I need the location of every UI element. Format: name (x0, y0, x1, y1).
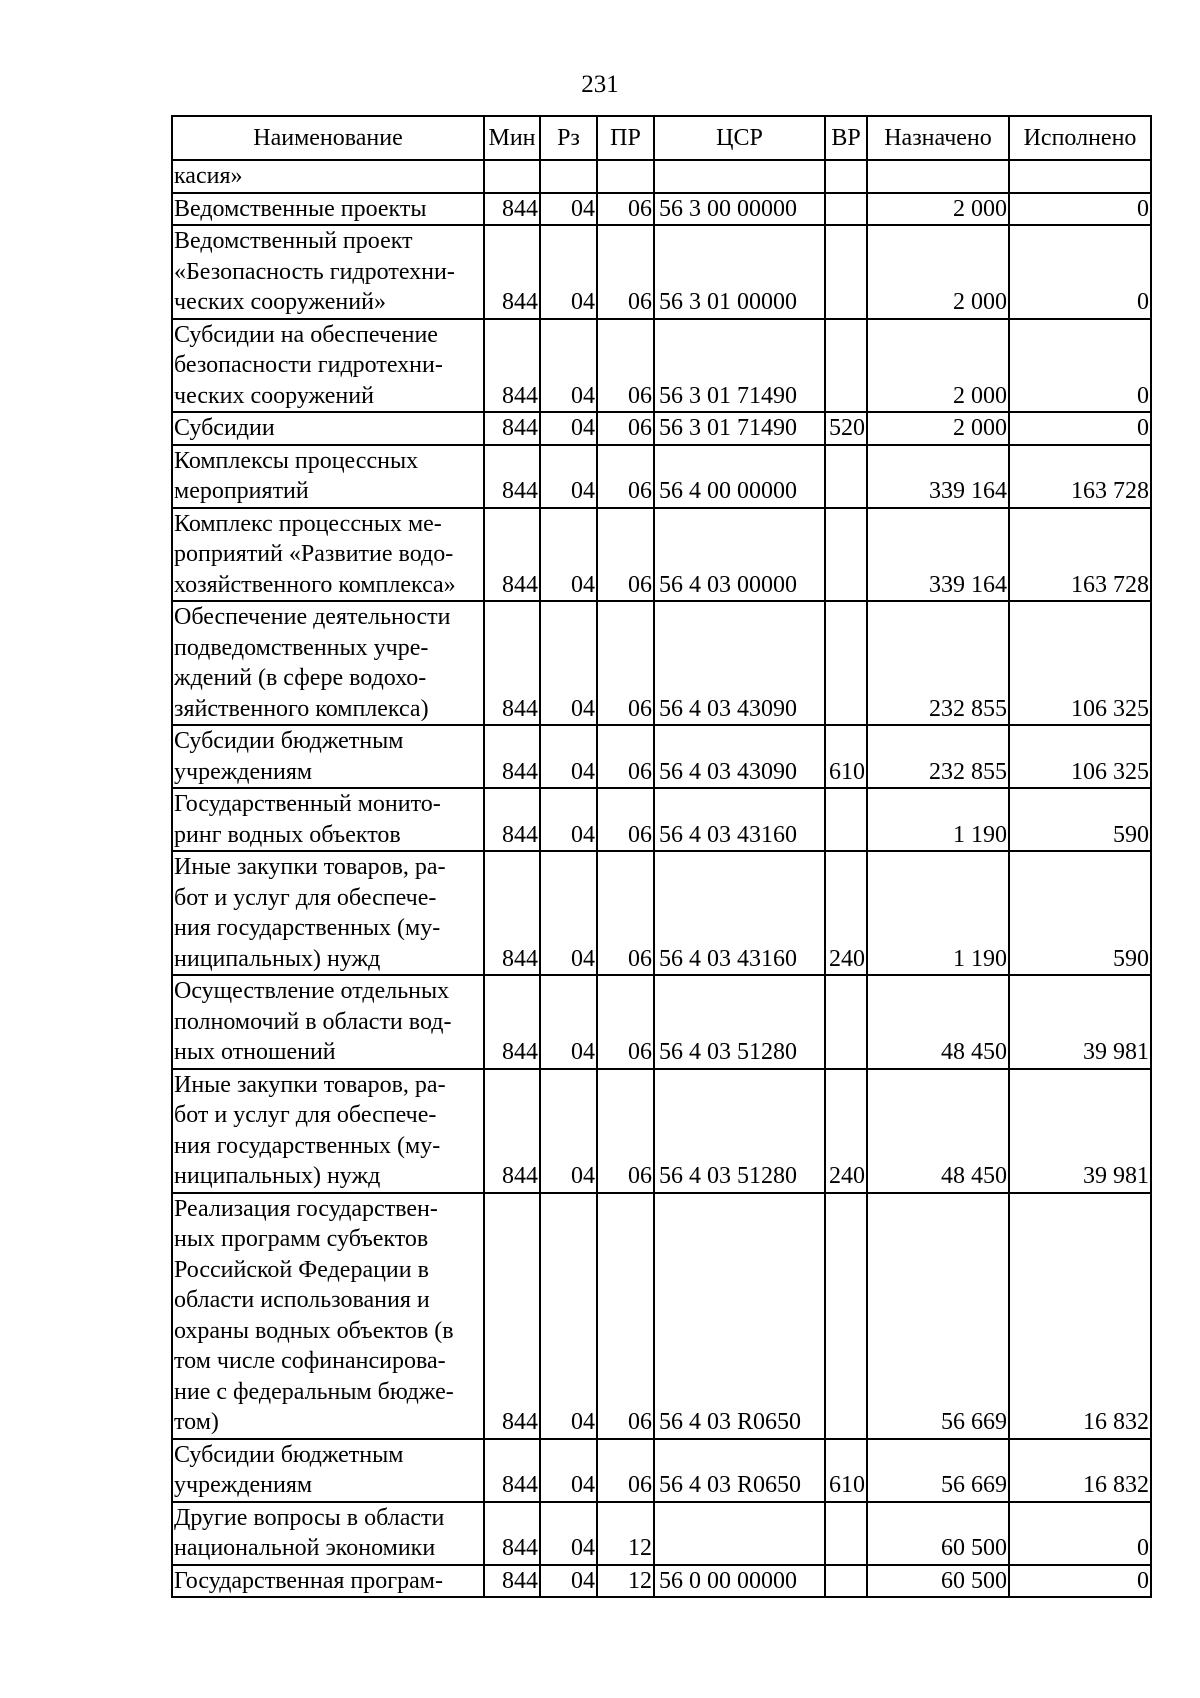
table-row (172, 788, 1151, 851)
table-row (172, 412, 1151, 445)
header-name: Наименование (172, 116, 484, 160)
cell-csr: 56 4 03 43090 (654, 601, 825, 725)
table-row (172, 160, 1151, 193)
cell-name-line: ния государственных (му- (174, 915, 441, 941)
cell-rz (540, 160, 597, 193)
table-row (172, 1565, 1151, 1598)
cell-pr: 06 (597, 725, 654, 788)
cell-name-line: Комплексы процессных (174, 447, 419, 474)
cell-vr: 520 (825, 412, 867, 445)
cell-rz: 04 (540, 725, 597, 788)
cell-name-line: ждений (в сфере водохо- (174, 665, 427, 691)
cell-assigned: 2 000 (867, 412, 1009, 445)
table-row (172, 445, 1151, 508)
cell-name (172, 788, 484, 851)
cell-name-line: Российской Федерации в (174, 1256, 429, 1283)
cell-csr (654, 1502, 825, 1565)
cell-name-line: Субсидии (174, 415, 275, 441)
cell-assigned: 339 164 (867, 508, 1009, 602)
cell-vr (825, 225, 867, 319)
cell-vr (825, 1502, 867, 1565)
cell-name-line: охраны водных объектов (в (174, 1317, 454, 1344)
cell-executed: 0 (1009, 1565, 1151, 1598)
cell-vr (825, 445, 867, 508)
cell-csr: 56 4 03 00000 (654, 508, 825, 602)
cell-name-line: бот и услуг для обеспече- (174, 884, 437, 911)
table-row (172, 225, 1151, 319)
cell-name-line: Комплекс процессных ме- (174, 510, 442, 537)
cell-name-line: Обеспечение деятельности (174, 604, 451, 630)
cell-name (172, 160, 484, 193)
cell-pr: 06 (597, 851, 654, 975)
cell-min: 844 (484, 193, 540, 226)
cell-min: 844 (484, 601, 540, 725)
cell-vr: 240 (825, 1069, 867, 1193)
cell-csr: 56 4 03 43160 (654, 788, 825, 851)
cell-pr: 06 (597, 412, 654, 445)
cell-name-line: бот и услуг для обеспече- (174, 1102, 437, 1128)
cell-rz: 04 (540, 225, 597, 319)
cell-name-line: Субсидии на обеспечение (174, 321, 438, 348)
cell-executed: 106 325 (1009, 601, 1151, 725)
table-row (172, 1193, 1151, 1439)
cell-rz: 04 (540, 508, 597, 602)
cell-executed: 39 981 (1009, 975, 1151, 1069)
header-pr: ПР (597, 116, 654, 160)
cell-executed: 106 325 (1009, 725, 1151, 788)
cell-name-line: «Безопасность гидротехни- (174, 258, 455, 285)
cell-vr (825, 975, 867, 1069)
table-row (172, 1502, 1151, 1565)
cell-name (172, 1502, 484, 1565)
cell-name (172, 412, 484, 445)
cell-executed: 163 728 (1009, 445, 1151, 508)
cell-min: 844 (484, 788, 540, 851)
cell-name (172, 1069, 484, 1193)
cell-name-line: безопасности гидротехни- (174, 352, 443, 378)
cell-name-line: национальной экономики (174, 1535, 436, 1561)
cell-name-line: ческих сооружений (174, 382, 374, 409)
cell-name-line: Другие вопросы в области (174, 1504, 445, 1531)
cell-min: 844 (484, 975, 540, 1069)
cell-pr: 06 (597, 445, 654, 508)
cell-pr: 06 (597, 601, 654, 725)
cell-assigned: 339 164 (867, 445, 1009, 508)
cell-assigned: 2 000 (867, 193, 1009, 226)
cell-min: 844 (484, 412, 540, 445)
cell-rz: 04 (540, 1502, 597, 1565)
cell-name-line: подведомственных учре- (174, 634, 429, 661)
cell-assigned: 232 855 (867, 725, 1009, 788)
cell-min: 844 (484, 1193, 540, 1439)
table-row (172, 851, 1151, 975)
cell-rz: 04 (540, 601, 597, 725)
cell-min: 844 (484, 1502, 540, 1565)
cell-name (172, 225, 484, 319)
cell-assigned: 232 855 (867, 601, 1009, 725)
cell-rz: 04 (540, 1565, 597, 1598)
cell-pr: 12 (597, 1502, 654, 1565)
cell-name-line: роприятий «Развитие водо- (174, 541, 454, 567)
cell-executed: 590 (1009, 788, 1151, 851)
cell-name (172, 1439, 484, 1502)
cell-name-line: ных отношений (174, 1039, 336, 1065)
cell-assigned: 48 450 (867, 1069, 1009, 1193)
header-executed: Исполнено (1009, 116, 1151, 160)
cell-name-line: ние с федеральным бюдже- (174, 1378, 454, 1405)
header-rz: Рз (540, 116, 597, 160)
cell-assigned: 60 500 (867, 1502, 1009, 1565)
table-row (172, 975, 1151, 1069)
table-row (172, 725, 1151, 788)
cell-name-line: ниципальных) нужд (174, 1163, 381, 1189)
cell-min: 844 (484, 1069, 540, 1193)
page-number: 231 (581, 71, 619, 98)
cell-pr: 12 (597, 1565, 654, 1598)
header-min: Мин (484, 116, 540, 160)
cell-pr: 06 (597, 193, 654, 226)
cell-csr: 56 4 03 51280 (654, 1069, 825, 1193)
cell-pr: 06 (597, 788, 654, 851)
cell-vr (825, 601, 867, 725)
cell-executed: 0 (1009, 412, 1151, 445)
table-row (172, 319, 1151, 413)
cell-name (172, 1193, 484, 1439)
cell-csr: 56 3 00 00000 (654, 193, 825, 226)
table-body (172, 160, 1151, 1597)
cell-executed: 16 832 (1009, 1439, 1151, 1502)
header-vr: ВР (825, 116, 867, 160)
cell-name-line: Реализация государствен- (174, 1195, 438, 1222)
cell-csr: 56 4 03 51280 (654, 975, 825, 1069)
cell-name-line: Иные закупки товаров, ра- (174, 854, 446, 880)
cell-name (172, 193, 484, 226)
cell-name-line: ческих сооружений» (174, 289, 386, 315)
cell-rz: 04 (540, 1439, 597, 1502)
cell-name-line: полномочий в области вод- (174, 1008, 452, 1035)
budget-table (171, 115, 1152, 1598)
cell-vr (825, 319, 867, 413)
cell-min: 844 (484, 1439, 540, 1502)
cell-executed: 0 (1009, 193, 1151, 226)
cell-name-line: ринг водных объектов (174, 821, 401, 848)
cell-name-line: том числе софинансирова- (174, 1348, 446, 1374)
cell-csr: 56 3 01 00000 (654, 225, 825, 319)
cell-name-line: касия» (174, 163, 243, 189)
cell-pr: 06 (597, 225, 654, 319)
cell-min: 844 (484, 508, 540, 602)
cell-assigned: 1 190 (867, 851, 1009, 975)
cell-executed: 0 (1009, 319, 1151, 413)
cell-csr: 56 0 00 00000 (654, 1565, 825, 1598)
table-row (172, 601, 1151, 725)
cell-rz: 04 (540, 1069, 597, 1193)
cell-executed: 16 832 (1009, 1193, 1151, 1439)
cell-csr: 56 3 01 71490 (654, 412, 825, 445)
cell-name (172, 851, 484, 975)
cell-pr: 06 (597, 1069, 654, 1193)
cell-name-line: Ведомственный проект (174, 228, 413, 254)
cell-name-line: ниципальных) нужд (174, 945, 381, 972)
cell-name-line: Субсидии бюджетным (174, 728, 404, 754)
cell-name (172, 445, 484, 508)
cell-csr: 56 4 03 43160 (654, 851, 825, 975)
cell-rz: 04 (540, 788, 597, 851)
cell-min: 844 (484, 445, 540, 508)
cell-executed: 39 981 (1009, 1069, 1151, 1193)
cell-rz: 04 (540, 851, 597, 975)
cell-pr: 06 (597, 1193, 654, 1439)
cell-vr: 610 (825, 725, 867, 788)
cell-name (172, 975, 484, 1069)
cell-min: 844 (484, 851, 540, 975)
table-row (172, 1439, 1151, 1502)
table-row (172, 508, 1151, 602)
cell-name-line: Государственная програм- (174, 1567, 443, 1594)
cell-assigned: 48 450 (867, 975, 1009, 1069)
header-csr: ЦСР (654, 116, 825, 160)
cell-vr: 240 (825, 851, 867, 975)
cell-name-line: Субсидии бюджетным (174, 1441, 404, 1468)
table-row (172, 1069, 1151, 1193)
cell-vr (825, 1565, 867, 1598)
cell-name-line: ния государственных (му- (174, 1132, 441, 1159)
cell-csr: 56 3 01 71490 (654, 319, 825, 413)
cell-name-line: Осуществление отдельных (174, 978, 450, 1004)
cell-pr: 06 (597, 508, 654, 602)
cell-csr: 56 4 03 R0650 (654, 1193, 825, 1439)
cell-name-line: учреждениям (174, 758, 313, 785)
cell-executed: 590 (1009, 851, 1151, 975)
cell-pr: 06 (597, 319, 654, 413)
cell-csr: 56 4 03 43090 (654, 725, 825, 788)
cell-name-line: зяйственного комплекса) (174, 695, 429, 722)
cell-name-line: ных программ субъектов (174, 1226, 429, 1252)
cell-name-line: Ведомственные проекты (174, 195, 427, 222)
cell-executed: 0 (1009, 225, 1151, 319)
cell-csr (654, 160, 825, 193)
cell-name-line: Иные закупки товаров, ра- (174, 1071, 446, 1098)
cell-rz: 04 (540, 445, 597, 508)
cell-assigned: 2 000 (867, 225, 1009, 319)
cell-assigned: 56 669 (867, 1193, 1009, 1439)
cell-name-line: области использования и (174, 1287, 430, 1313)
cell-assigned: 1 190 (867, 788, 1009, 851)
cell-executed: 0 (1009, 1502, 1151, 1565)
cell-rz: 04 (540, 975, 597, 1069)
cell-vr (825, 508, 867, 602)
cell-min: 844 (484, 725, 540, 788)
table-header-row (172, 116, 1151, 160)
cell-name-line: Государственный монито- (174, 791, 441, 817)
cell-csr: 56 4 03 R0650 (654, 1439, 825, 1502)
cell-pr (597, 160, 654, 193)
cell-min: 844 (484, 319, 540, 413)
cell-min (484, 160, 540, 193)
cell-executed (1009, 160, 1151, 193)
cell-min: 844 (484, 1565, 540, 1598)
cell-csr: 56 4 00 00000 (654, 445, 825, 508)
cell-rz: 04 (540, 319, 597, 413)
cell-assigned (867, 160, 1009, 193)
cell-name-line: учреждениям (174, 1472, 313, 1498)
cell-name (172, 601, 484, 725)
cell-name-line: том) (174, 1409, 219, 1435)
cell-rz: 04 (540, 1193, 597, 1439)
cell-vr (825, 160, 867, 193)
cell-pr: 06 (597, 1439, 654, 1502)
cell-name (172, 508, 484, 602)
cell-name-line: хозяйственного комплекса» (174, 571, 456, 598)
cell-name (172, 319, 484, 413)
cell-name (172, 725, 484, 788)
cell-vr: 610 (825, 1439, 867, 1502)
cell-name-line: мероприятий (174, 478, 309, 504)
cell-vr (825, 193, 867, 226)
cell-executed: 163 728 (1009, 508, 1151, 602)
cell-rz: 04 (540, 412, 597, 445)
cell-rz: 04 (540, 193, 597, 226)
cell-pr: 06 (597, 975, 654, 1069)
cell-assigned: 60 500 (867, 1565, 1009, 1598)
cell-assigned: 56 669 (867, 1439, 1009, 1502)
table-row (172, 193, 1151, 226)
cell-min: 844 (484, 225, 540, 319)
cell-vr (825, 788, 867, 851)
cell-vr (825, 1193, 867, 1439)
header-assigned: Назначено (867, 116, 1009, 160)
cell-name (172, 1565, 484, 1598)
cell-assigned: 2 000 (867, 319, 1009, 413)
